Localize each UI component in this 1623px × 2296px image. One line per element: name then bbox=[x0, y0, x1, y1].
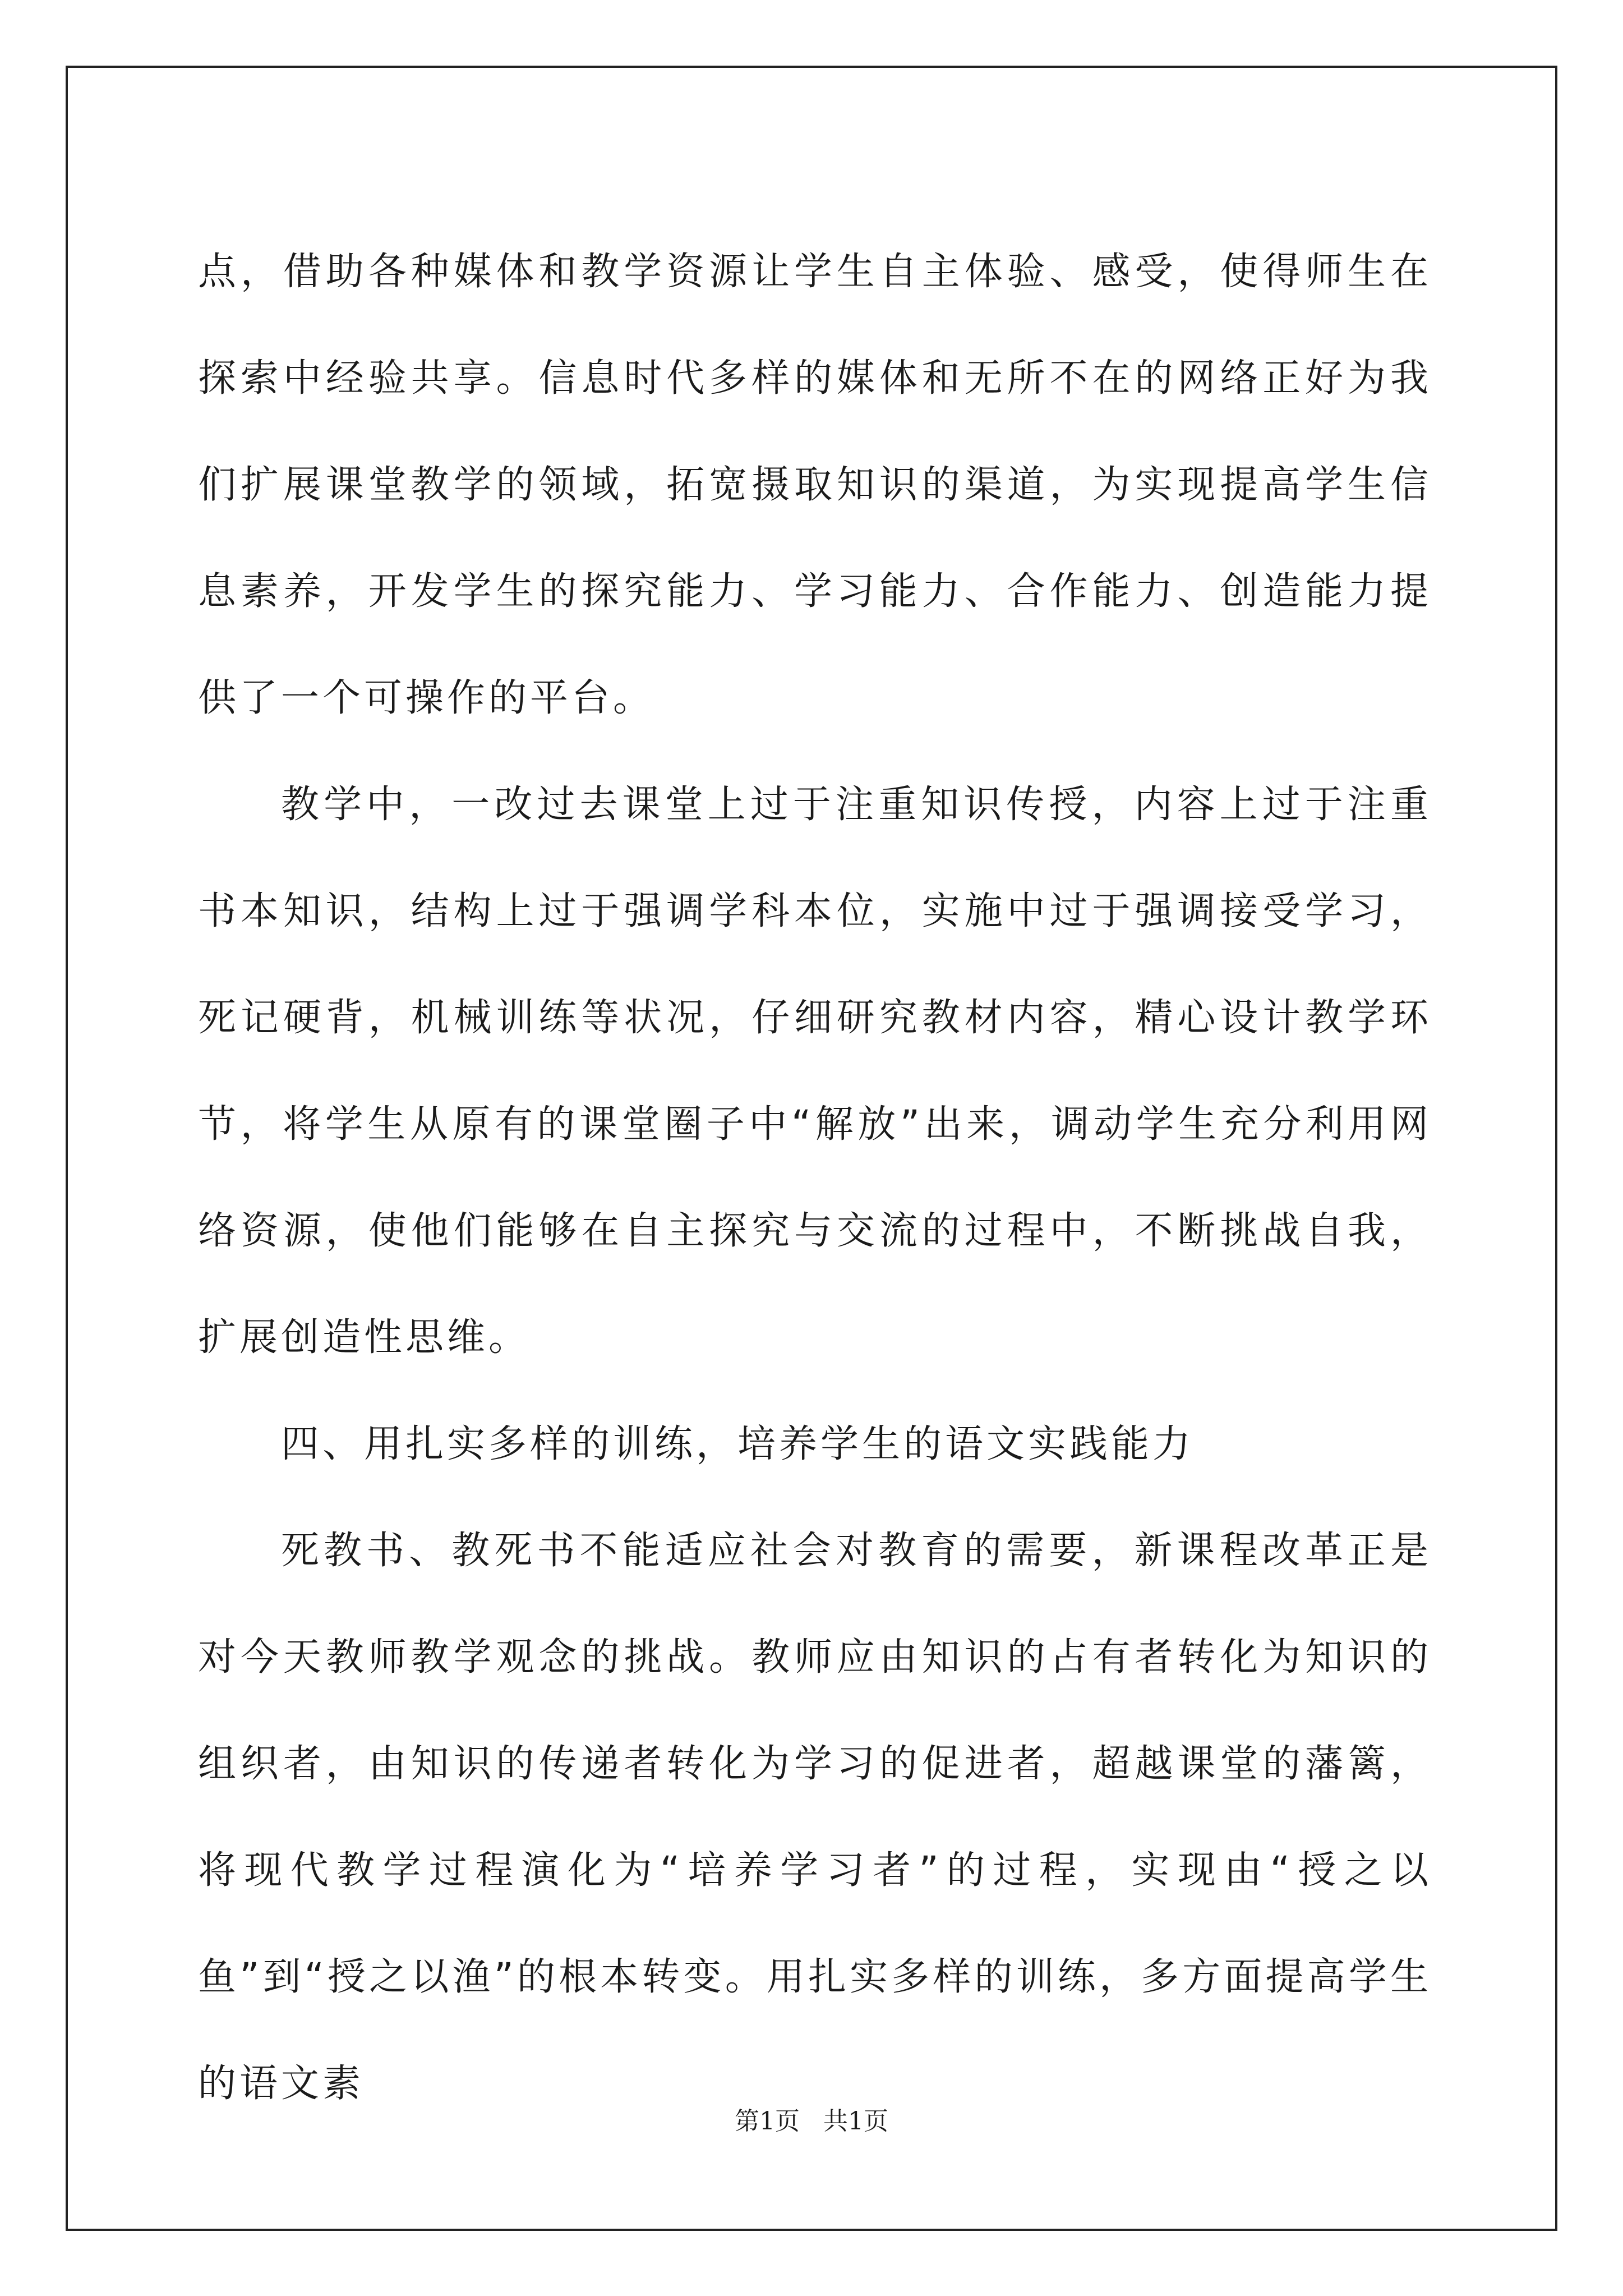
page-number: 第1页 bbox=[735, 2107, 800, 2136]
page-footer bbox=[0, 2101, 1623, 2137]
paragraph-1: 点，借助各种媒体和教学资源让学生自主体验、感受，使得师生在探索中经验共享。信息时代多样的媒体和无所不在的网络正好为我们扩展课堂教学的领域，拓宽摄取知识的渠道，为实现提高学生信息素养，开发学生的探究能力、学习能力、合作能力、创造能力提供了一个可操作的平台。 bbox=[198, 250, 1432, 720]
section-heading: 四、用扎实多样的训练，培养学生的语文实践能力 bbox=[281, 1422, 1195, 1466]
document-body bbox=[198, 219, 1432, 2137]
paragraph-2: 教学中，一改过去课堂上过于注重知识传授，内容上过于注重书本知识，结构上过于强调学科本位，实施中过于强调接受学习，死记硬背，机械训练等状况，仔细研究教材内容，精心设计教学环节，将学生从原有的课堂圈子中“解放”出来，调动学生充分利用网络资源，使他们能够在自主探究与交流的过程中，不断挑战自我，扩展创造性思维。 bbox=[198, 783, 1432, 1360]
paragraph-3: 死教书、教死书不能适应社会对教育的需要，新课程改革正是对今天教师教学观念的挑战。教师应由知识的占有者转化为知识的组织者，由知识的传递者转化为学习的促进者，超越课堂的藩篱，将现代教学过程演化为“培养学习者”的过程，实现由“授之以鱼”到“授之以渔”的根本转变。用扎实多样的训练，多方面提高学生的语文素 bbox=[198, 1529, 1432, 2106]
page-total: 共1页 bbox=[823, 2107, 888, 2136]
